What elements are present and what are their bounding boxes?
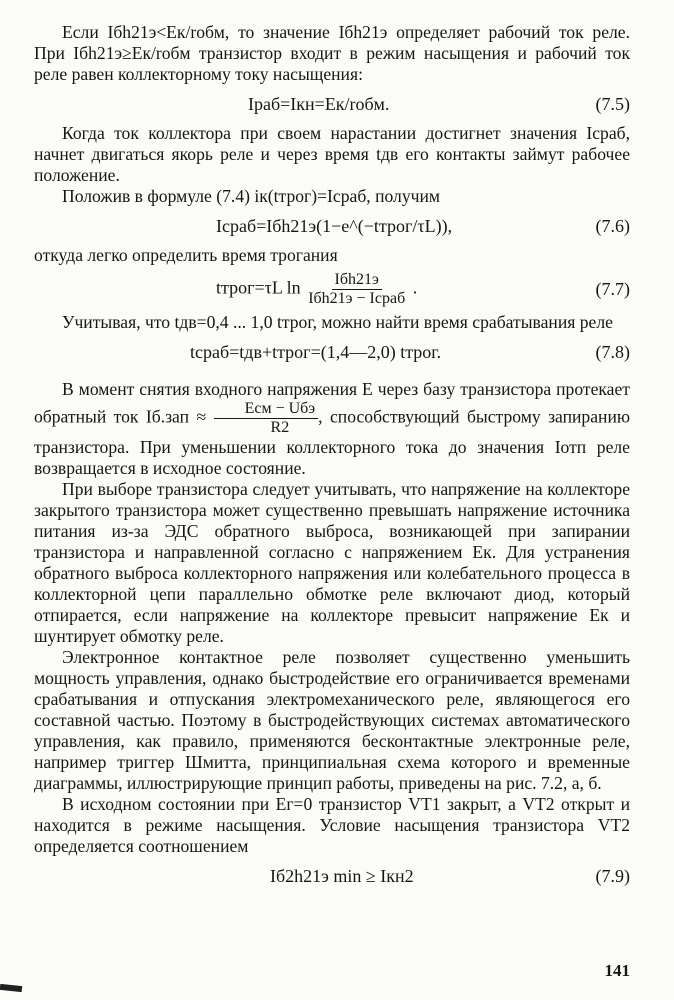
equation-7-9	[34, 857, 630, 895]
equation-7-7-lhs: tтрог=τL ln	[216, 277, 301, 298]
paragraph-4: откуда легко определить время трогания	[34, 245, 338, 265]
paragraph-8: Электронное контактное реле позволяет существенно уменьшить мощность управления, однако быстродействие его ограничивается временами срабатывания и отпускания электромеханического реле, являющегося его составной частью. Поэтому в быстродействующих системах автоматического управления, как правило, применяются бесконтактные электронные реле, например триггер Шмитта, принципиальная схема которого и временные диаграммы, иллюстрирующие принцип работы, приведены на рис. 7.2, а, б.	[34, 647, 630, 793]
reverse-current-fraction	[214, 400, 319, 437]
equation-7-8-number: (7.8)	[595, 341, 630, 362]
paragraph-7: При выборе транзистора следует учитывать, что напряжение на коллекторе закрытого транзистора может существенно превышать напряжение источника питания из-за ЭДС обратного выброса, возникающей при запирании транзистора и направленной согласно с напряжением Eк. Для устранения обратного выброса коллекторного напряжения или колебательного процесса в коллекторной цепи параллельно обмотке реле включают диод, который отпирается, если напряжение на коллекторе превысит напряжение Eк и шунтирует обмотку реле.	[34, 479, 630, 646]
equation-7-6-number: (7.6)	[595, 215, 630, 236]
equation-7-5	[34, 85, 630, 123]
equation-7-5-expr: Iраб=Iкн=Eк/rобм.	[248, 93, 390, 114]
reverse-current-denominator: R2	[270, 419, 290, 436]
scan-mark	[0, 984, 22, 992]
equation-7-7	[34, 266, 630, 312]
equation-7-9-expr: Iб2h21э min ≥ Iкн2	[270, 865, 414, 886]
equation-7-8	[34, 333, 630, 371]
equation-7-7-tail: .	[412, 277, 418, 298]
book-page	[34, 0, 630, 895]
paragraph-6-start: В момент снятия входного напряжения E через базу транзистора протекает обратный ток Iб.зап ≈	[34, 379, 630, 427]
page-number: 141	[604, 961, 630, 980]
paragraph-9: В исходном состоянии при Eг=0 транзистор VT1 закрыт, а VT2 открыт и находится в режиме насыщения. Условие насыщения транзистора VT2 определяется соотношением	[34, 794, 630, 856]
reverse-current-numerator: Eсм − Uбэ	[214, 400, 319, 419]
equation-7-5-number: (7.5)	[595, 93, 630, 114]
equation-7-7-denominator: Iбh21э − Iсраб	[308, 289, 406, 307]
equation-7-7-numerator: Iбh21э	[332, 271, 382, 290]
equation-7-6	[34, 207, 630, 245]
paragraph-3: Положив в формуле (7.4) iк(tтрог)=Iсраб, получим	[62, 186, 441, 206]
equation-7-7-number: (7.7)	[595, 278, 630, 299]
equation-7-9-number: (7.9)	[595, 865, 630, 886]
paragraph-6	[34, 379, 630, 479]
equation-7-8-expr: tсраб=tдв+tтрог=(1,4—2,0) tтрог.	[190, 341, 442, 362]
paragraph-5: Учитывая, что tдв=0,4 ... 1,0 tтрог, можно найти время срабатывания реле	[62, 312, 613, 332]
equation-7-6-expr: Iсраб=Iбh21э(1−e^(−tтрог/τL)),	[216, 215, 453, 236]
paragraph-6-end: , способствующий быстрому запиранию транзистора. При уменьшении коллекторного тока до значения Iотп реле возвращается в исходное состояние.	[34, 406, 631, 478]
equation-7-7-fraction	[305, 271, 408, 308]
paragraph-2: Когда ток коллектора при своем нарастании достигнет значения Iсраб, начнет двигаться якорь реле и через время tдв его контакты займут рабочее положение.	[34, 123, 630, 185]
paragraph-1: Если Iбh21э<Eк/rобм, то значение Iбh21э определяет рабочий ток реле. При Iбh21э≥Eк/rобм транзистор входит в режим насыщения и рабочий ток реле равен коллекторному току насыщения:	[34, 22, 630, 84]
